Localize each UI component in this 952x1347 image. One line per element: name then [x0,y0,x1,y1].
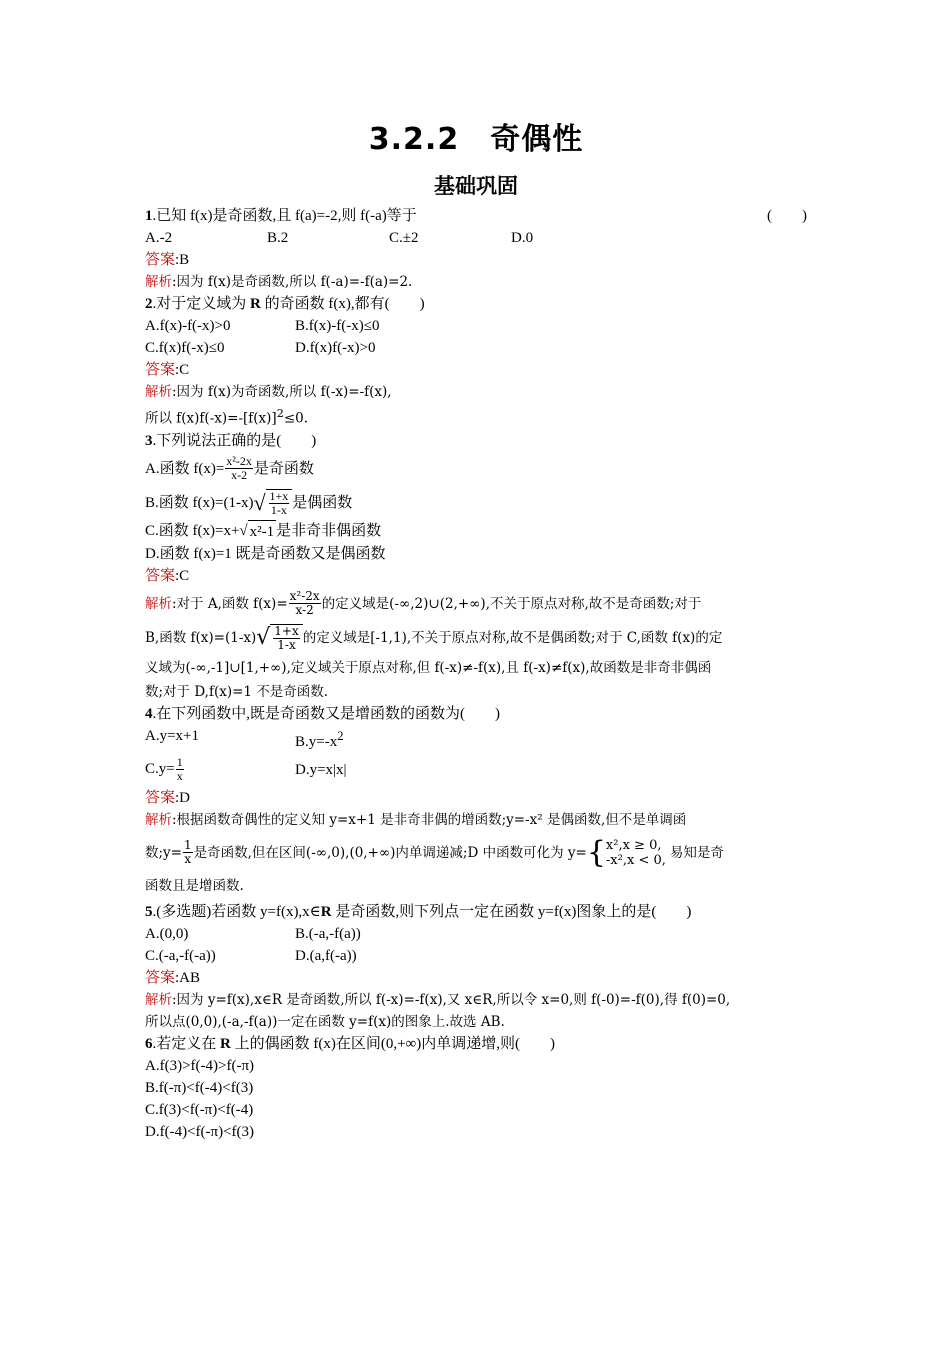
q5-options-row1 [145,923,807,945]
explain-text: 数;y= [145,844,182,861]
question-text: .对于定义域为 [152,296,251,312]
q2-options-row1 [145,315,807,337]
case-1: x²,x ≥ 0, [605,837,662,853]
fraction [273,625,299,652]
sqrt: √ $\frac{1+x}{1-x}$ [253,489,292,517]
q4-explanation-3: 函数且是增函数. [145,877,244,894]
q3-option-b [145,486,807,520]
q2-options-row2 [145,337,807,359]
denominator: 1-x [277,637,296,652]
option-c [145,756,295,783]
explain-text-end: 易知是奇 [669,844,724,861]
fraction [225,455,253,482]
explain-label: 解析 [145,595,172,612]
question-5 [145,901,807,923]
question-1 [145,205,807,227]
explain-label: 解析 [145,991,172,1008]
question-number: 1 [145,208,153,224]
explain-text: :因为 y=f(x),x∈R 是奇函数,所以 f(-x)=-f(x),又 x∈R,所以令 x=0,则 f(-0)=-f(0),得 f(0)=0, [172,991,731,1008]
section-title: 基础巩固 [434,174,518,198]
answer-label: 答案 [145,362,176,378]
explain-text-cont: ≤0. [283,410,309,427]
q3-option-c [145,520,807,543]
option-a: A.f(x)-f(-x)>0 [145,318,231,334]
q2-answer [145,359,807,381]
option-d: D.y=x|x| [295,761,347,778]
explain-text: 所以 f(x)f(-x)=-[f(x)] [145,410,277,427]
fraction [289,590,321,617]
question-number: 3 [145,432,153,449]
answer-label: 答案 [145,252,176,268]
answer-label: 答案 [145,789,176,806]
denominator: 1-x [270,502,287,517]
fraction [176,756,184,783]
q3-explanation-3: 义域为(-∞,-1]∪[1,+∞),定义域关于原点对称,但 f(-x)≠-f(x),且 f(-x)≠f(x),故函数是非奇非偶函 [145,659,712,676]
q5-explanation-1 [145,989,807,1011]
q5-answer [145,967,807,989]
answer-value: :D [175,789,191,806]
option-text-cont: 是奇函数 [253,460,314,477]
q4-options-row1 [145,725,807,753]
option-d: D.f(x)f(-x)>0 [295,340,376,356]
q5-options-row2 [145,945,807,967]
denominator: x-2 [231,468,248,482]
q3-answer [145,565,807,587]
real-set-symbol: R [220,1035,231,1052]
superscript: 2 [337,728,344,743]
answer-label: 答案 [145,969,176,986]
q1-answer [145,249,807,271]
document-body [145,205,807,1143]
question-6 [145,1033,807,1055]
answer-value: :AB [175,969,201,986]
option-c: C.±2 [389,230,419,246]
answer-value: :C [175,362,190,378]
denominator: x [176,769,183,784]
q3-option-a [145,452,807,486]
question-2 [145,293,807,315]
superscript: 2 [276,407,284,420]
option-d: D.0 [511,230,534,246]
question-text-cont: 上的偶函数 f(x)在区间(0,+∞)内单调递增,则( ) [230,1035,555,1052]
answer-paren: ( ) [767,208,807,224]
q1-explanation [145,271,807,293]
q4-explanation-2 [145,831,807,875]
q4-options-row2 [145,753,807,787]
option-b [295,725,445,753]
question-number: 2 [145,296,153,312]
option-text: B.y=-x [295,733,338,750]
numerator: x²-2x [289,589,320,604]
q2-explanation [145,381,807,403]
explain-text: :根据函数奇偶性的定义知 y=x+1 是非奇非偶的增函数;y=-x² 是偶函数,但不是单调函 [172,811,687,828]
explain-text: :对于 A,函数 f(x)= [172,595,288,612]
explain-text: B,函数 f(x)=(1-x) [145,629,257,646]
question-text: .已知 f(x)是奇函数,且 f(a)=-2,则 f(-a)等于 [152,208,417,224]
answer-value: :B [175,252,190,268]
explain-label: 解析 [145,811,172,828]
option-text: C.函数 f(x)=x+ [145,522,240,539]
radicand: x²-1 [248,520,277,543]
page-title: 3.2.2 奇偶性 [368,122,584,157]
piecewise-function: { x²,x ≥ 0, -x²,x < 0, [586,834,666,870]
explain-text-cont: 的定义域是[-1,1),不关于原点对称,故不是偶函数;对于 C,函数 f(x)的定 [302,629,723,646]
sqrt: √ x²-1 [239,520,276,543]
question-text: .若定义在 [152,1035,221,1052]
q2-explanation-2 [145,403,807,430]
q3-option-d: D.函数 f(x)=1 既是奇函数又是偶函数 [145,545,386,562]
question-number: 4 [145,705,153,722]
option-a: A.f(3)>f(-4)>f(-π) [145,1057,255,1074]
explain-label: 解析 [145,274,172,290]
option-text-cont: 是非奇非偶函数 [276,522,382,539]
question-text-cont: 是奇函数,则下列点一定在函数 y=f(x)图象上的是( ) [331,903,692,920]
real-set-symbol: R [320,903,332,920]
q1-options [145,227,807,249]
option-c: C.f(3)<f(-π)<f(-4) [145,1101,254,1118]
q4-answer [145,787,807,809]
explain-label: 解析 [145,384,172,400]
option-a: A.y=x+1 [145,727,200,744]
answer-label: 答案 [145,567,176,584]
denominator: x [184,852,192,867]
option-a: A.-2 [145,230,173,246]
q3-explanation-1 [145,587,807,621]
fraction [269,490,290,517]
question-text: .(多选题)若函数 y=f(x),x∈ [152,903,321,920]
question-number: 6 [145,1035,153,1052]
numerator: 1+x [274,623,299,638]
explain-text-cont: 是奇函数,但在区间(-∞,0),(0,+∞)内单调递减;D 中函数可化为 y= [193,844,587,861]
sqrt: √ $\frac{1+x}{1-x}$ [256,624,303,652]
q3-explanation-2 [145,621,807,655]
answer-value: :C [175,567,190,584]
option-a: A.(0,0) [145,925,189,942]
option-b: B.f(-π)<f(-4)<f(3) [145,1079,254,1096]
question-text-cont: 的奇函数 f(x),都有( ) [260,296,425,312]
explain-text: :因为 f(x)为奇函数,所以 f(-x)=-f(x), [172,384,392,400]
denominator: x-2 [295,603,314,618]
q5-explanation-2: 所以点(0,0),(-a,-f(a))一定在函数 y=f(x)的图象上.故选 AB. [145,1013,505,1030]
option-d: D.(a,f(-a)) [295,947,357,964]
numerator: 1+x [269,488,289,503]
option-c: C.f(x)f(-x)≤0 [145,340,225,356]
case-2: -x²,x < 0, [605,852,666,868]
option-b: B.2 [267,230,289,246]
q3-explanation-4: 数;对于 D,f(x)=1 不是奇函数. [145,683,329,700]
numerator: 1 [176,755,183,770]
option-text-cont: 是偶函数 [292,494,353,511]
option-b: B.(-a,-f(a)) [295,925,361,942]
question-text: .在下列函数中,既是奇函数又是增函数的函数为( ) [152,705,500,722]
option-text: B.函数 f(x)=(1-x) [145,494,254,511]
numerator: x²-2x [226,454,252,468]
real-set-symbol: R [250,296,261,312]
numerator: 1 [184,838,192,853]
question-4 [145,703,807,725]
option-c: C.(-a,-f(-a)) [145,947,216,964]
option-d: D.f(-4)<f(-π)<f(3) [145,1123,255,1140]
fraction [183,839,193,866]
question-text: .下列说法正确的是( ) [152,432,317,449]
option-b: B.f(x)-f(-x)≤0 [295,318,380,334]
q4-explanation-1 [145,809,807,831]
option-text: A.函数 f(x)= [145,460,225,477]
explain-text-cont: 的定义域是(-∞,2)∪(2,+∞),不关于原点对称,故不是奇函数;对于 [321,595,702,612]
question-number: 5 [145,903,153,920]
option-text: C.y= [145,761,175,777]
explain-text: :因为 f(x)是奇函数,所以 f(-a)=-f(a)=2. [172,274,413,290]
question-3 [145,430,807,452]
